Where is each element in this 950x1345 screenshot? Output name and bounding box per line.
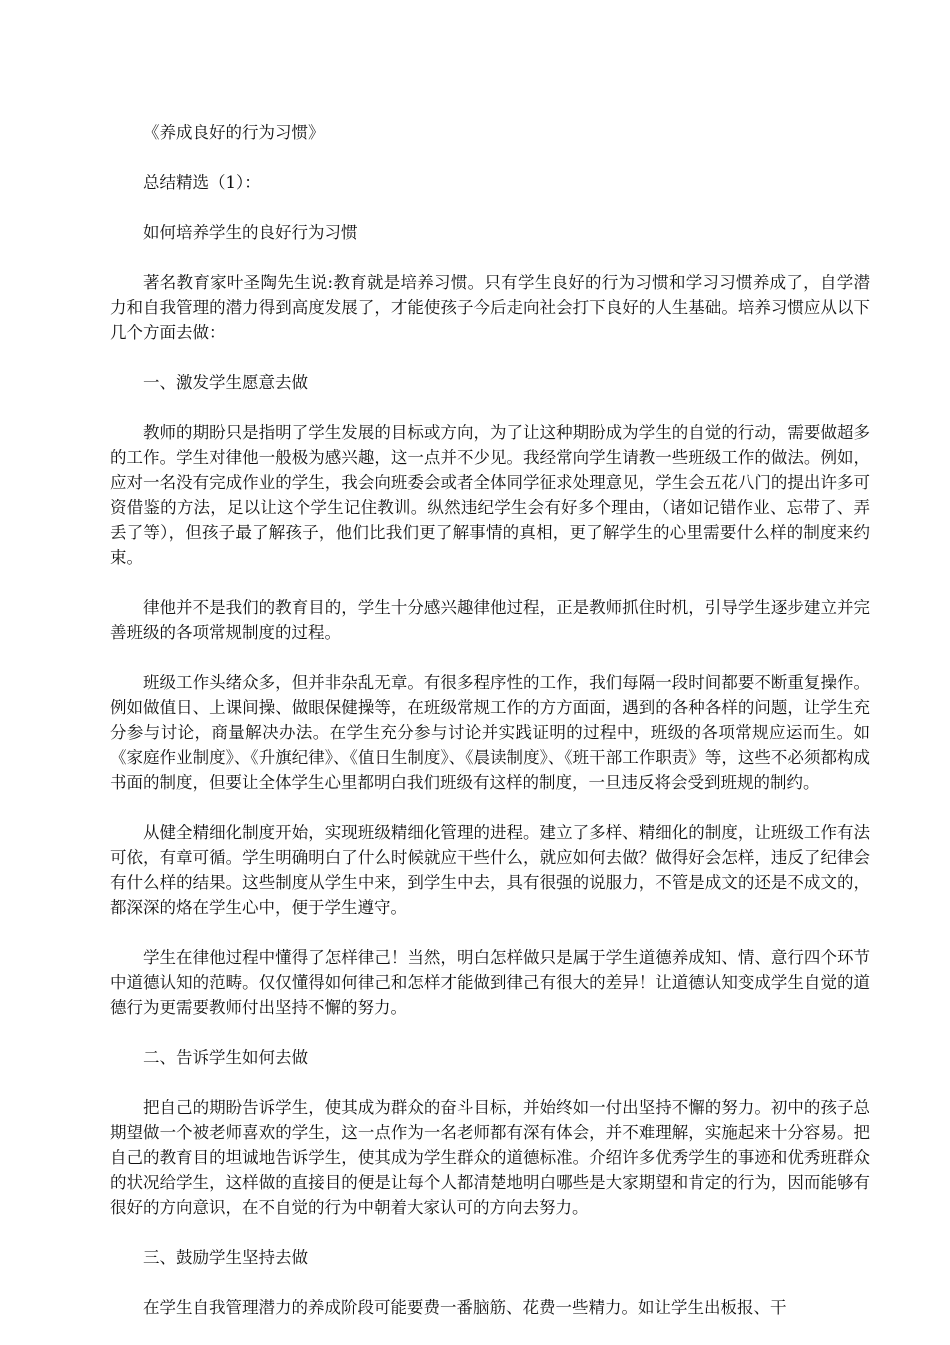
section-label: 总结精选（1）： [143, 173, 261, 192]
heading-three: 三、鼓励学生坚持去做 [143, 1248, 308, 1267]
heading-two: 二、告诉学生如何去做 [143, 1048, 308, 1067]
paragraph: 班级工作头绪众多，但并非杂乱无章。有很多程序性的工作，我们每隔一段时间都要不断重复操作。例如做值日、上课间操、做眼保健操等，在班级常规工作的方方面面，遇到的各种各样的问题，让学生充分参与讨论，商量解决办法。在学生充分参与讨论并实践证明的过程中，班级的各项常规应运而生。如《家庭作业制度》、《升旗纪律》、《值日生制度》、《晨读制度》、《班干部工作职责》等，这些不必须都构成书面的制度，但要让全体学生心里都明白我们班级有这样的制度，一旦违反将会受到班规的制约。 [110, 673, 870, 792]
heading-one: 一、激发学生愿意去做 [143, 373, 308, 392]
document-title: 《养成良好的行为习惯》 [143, 123, 325, 142]
document-subtitle: 如何培养学生的良好行为习惯 [143, 223, 358, 242]
paragraph: 教师的期盼只是指明了学生发展的目标或方向，为了让这种期盼成为学生的自觉的行动，需要做超多的工作。学生对律他一般极为感兴趣，这一点并不少见。我经常向学生请教一些班级工作的做法。例如，应对一名没有完成作业的学生，我会向班委会或者全体同学征求处理意见，学生会五花八门的提出许多可资借鉴的方法，足以让这个学生记住教训。纵然违纪学生会有好多个理由，（诸如记错作业、忘带了、弄丢了等），但孩子最了解孩子，他们比我们更了解事情的真相，更了解学生的心里需要什么样的制度来约束。 [110, 423, 870, 567]
paragraph: 学生在律他过程中懂得了怎样律己！当然，明白怎样做只是属于学生道德养成知、情、意行四个环节中道德认知的范畴。仅仅懂得如何律己和怎样才能做到律己有很大的差异！让道德认知变成学生自觉的道德行为更需要教师付出坚持不懈的努力。 [110, 948, 870, 1017]
paragraph: 从健全精细化制度开始，实现班级精细化管理的进程。建立了多样、精细化的制度，让班级工作有法可依，有章可循。学生明确明白了什么时候就应干些什么，就应如何去做？做得好会怎样，违反了纪律会有什么样的结果。这些制度从学生中来，到学生中去，具有很强的说服力，不管是成文的还是不成文的，都深深的烙在学生心中，便于学生遵守。 [110, 823, 870, 917]
paragraph: 在学生自我管理潜力的养成阶段可能要费一番脑筋、花费一些精力。如让学生出板报、干 [143, 1298, 787, 1317]
paragraph-intro: 著名教育家叶圣陶先生说:教育就是培养习惯。只有学生良好的行为习惯和学习习惯养成了，自学潜力和自我管理的潜力得到高度发展了，才能使孩子今后走向社会打下良好的人生基础。培养习惯应从以下几个方面去做： [110, 273, 870, 342]
document-body [110, 120, 870, 1345]
paragraph: 律他并不是我们的教育目的，学生十分感兴趣律他过程，正是教师抓住时机，引导学生逐步建立并完善班级的各项常规制度的过程。 [110, 598, 870, 642]
paragraph: 把自己的期盼告诉学生，使其成为群众的奋斗目标，并始终如一付出坚持不懈的努力。初中的孩子总期望做一个被老师喜欢的学生，这一点作为一名老师都有深有体会，并不难理解，实施起来十分容易。把自己的教育目的坦诚地告诉学生，使其成为学生群众的道德标准。介绍许多优秀学生的事迹和优秀班群众的状况给学生，这样做的直接目的便是让每个人都清楚地明白哪些是大家期望和肯定的行为，因而能够有很好的方向意识，在不自觉的行为中朝着大家认可的方向去努力。 [110, 1098, 870, 1217]
